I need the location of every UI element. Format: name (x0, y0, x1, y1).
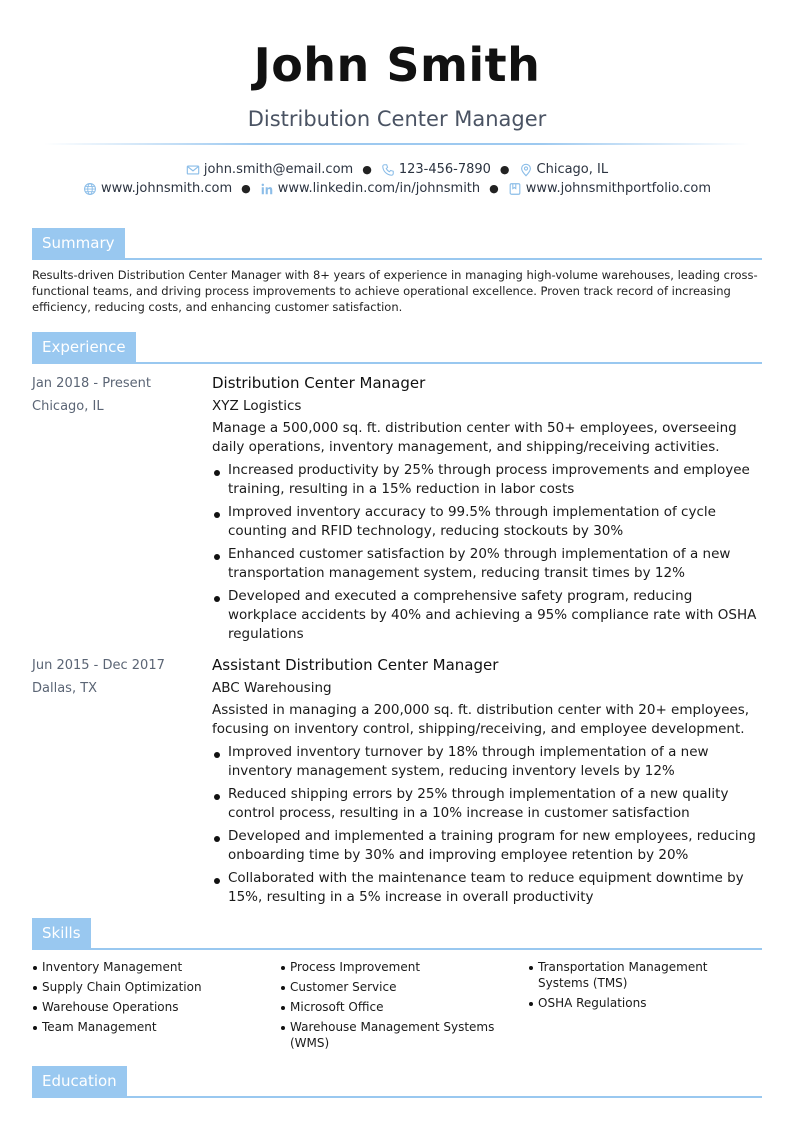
skills-list (32, 959, 762, 1055)
job-company: ABC Warehousing (212, 680, 332, 696)
job-entry (32, 372, 762, 644)
skill-item: Warehouse Management Systems (WMS) (280, 1019, 528, 1051)
job-achievements (212, 743, 757, 907)
candidate-title: Distribution Center Manager (247, 107, 547, 131)
list-item: Improved inventory turnover by 18% through implementation of a new inventory management system, reducing inventory levels by 12% (212, 743, 757, 781)
linkedin-text: www.linkedin.com/in/johnsmith (277, 181, 481, 196)
contact-phone[interactable] (381, 162, 491, 177)
experience-heading: Experience (32, 332, 136, 362)
list-item: Enhanced customer satisfaction by 20% through implementation of a new transportation management system, reducing transit times by 12% (212, 545, 757, 583)
job-title: Distribution Center Manager (212, 374, 426, 392)
location-text: Chicago, IL (536, 162, 609, 177)
job-dates: Jun 2015 - Dec 2017 (32, 658, 165, 673)
resume-header (0, 0, 794, 145)
skill-item: Microsoft Office (280, 999, 528, 1015)
list-item: Developed and implemented a training program for new employees, reducing onboarding time by 30% and improving employee retention by 20% (212, 827, 757, 865)
separator-dot: ● (241, 182, 251, 195)
job-entry (32, 654, 762, 907)
job-description: Manage a 500,000 sq. ft. distribution center with 50+ employees, overseeing daily operations, inventory management, and shipping/receiving activities. (212, 420, 737, 455)
skill-item: Process Improvement (280, 959, 528, 975)
education-section (32, 1066, 762, 1098)
skill-item: Transportation Management Systems (TMS) (528, 959, 762, 991)
location-pin-icon (519, 163, 533, 177)
job-title: Assistant Distribution Center Manager (212, 656, 499, 674)
contact-portfolio[interactable] (508, 181, 711, 196)
email-icon (186, 163, 200, 177)
list-item: Developed and executed a comprehensive safety program, reducing workplace accidents by 40% and achieving a 95% compliance rate with OSHA regulations (212, 587, 757, 644)
portfolio-icon (508, 182, 522, 196)
job-achievements (212, 461, 757, 644)
list-item: Collaborated with the maintenance team to reduce equipment downtime by 15%, resulting in a 5% increase in overall productivity (212, 869, 757, 907)
portfolio-text: www.johnsmithportfolio.com (525, 181, 712, 196)
section-divider (32, 1096, 762, 1098)
experience-section (32, 332, 762, 911)
list-item: Reduced shipping errors by 25% through implementation of a new quality control process, resulting in a 10% increase in customer satisfaction (212, 785, 757, 823)
contact-info (0, 160, 794, 198)
website-text: www.johnsmith.com (100, 181, 233, 196)
skills-column (280, 959, 528, 1055)
skills-section (32, 918, 762, 1055)
section-divider (32, 948, 762, 950)
summary-text: Results-driven Distribution Center Manager with 8+ years of experience in managing high-volume warehouses, leading cross-functional teams, and driving process improvements to achieve operational excellence. Proven track record of increasing efficiency, reducing costs, and enhancing customer satisfaction. (32, 268, 758, 314)
skill-item: Inventory Management (32, 959, 280, 975)
list-item: Improved inventory accuracy to 99.5% through implementation of cycle counting and RFID technology, reducing stockouts by 30% (212, 503, 757, 541)
skills-column (32, 959, 280, 1055)
linkedin-icon (260, 182, 274, 196)
summary-heading: Summary (32, 228, 125, 258)
skills-column (528, 959, 762, 1055)
job-location: Chicago, IL (32, 399, 104, 414)
globe-icon (83, 182, 97, 196)
phone-icon (381, 163, 395, 177)
contact-linkedin[interactable] (260, 181, 480, 196)
summary-section (32, 228, 762, 315)
separator-dot: ● (499, 163, 510, 176)
skill-item: Team Management (32, 1019, 280, 1035)
education-heading: Education (32, 1066, 127, 1096)
job-location: Dallas, TX (32, 681, 98, 696)
separator-dot: ● (362, 163, 372, 176)
email-text: john.smith@email.com (203, 162, 354, 177)
contact-website[interactable] (83, 181, 232, 196)
job-dates: Jan 2018 - Present (32, 376, 151, 391)
header-divider (44, 143, 750, 145)
skill-item: Customer Service (280, 979, 528, 995)
list-item: Increased productivity by 25% through process improvements and employee training, resulting in a 15% reduction in labor costs (212, 461, 757, 499)
job-company: XYZ Logistics (212, 398, 302, 414)
separator-dot: ● (489, 182, 499, 195)
contact-location (519, 162, 609, 177)
section-divider (32, 362, 762, 364)
skill-item: Supply Chain Optimization (32, 979, 280, 995)
skill-item: Warehouse Operations (32, 999, 280, 1015)
candidate-name: John Smith (253, 38, 541, 92)
section-divider (32, 258, 762, 260)
contact-email[interactable] (186, 162, 353, 177)
phone-text: 123-456-7890 (398, 162, 491, 177)
skills-heading: Skills (32, 918, 91, 948)
skill-item: OSHA Regulations (528, 995, 762, 1011)
job-description: Assisted in managing a 200,000 sq. ft. distribution center with 20+ employees, focusing on inventory control, shipping/receiving, and employee development. (212, 702, 750, 737)
